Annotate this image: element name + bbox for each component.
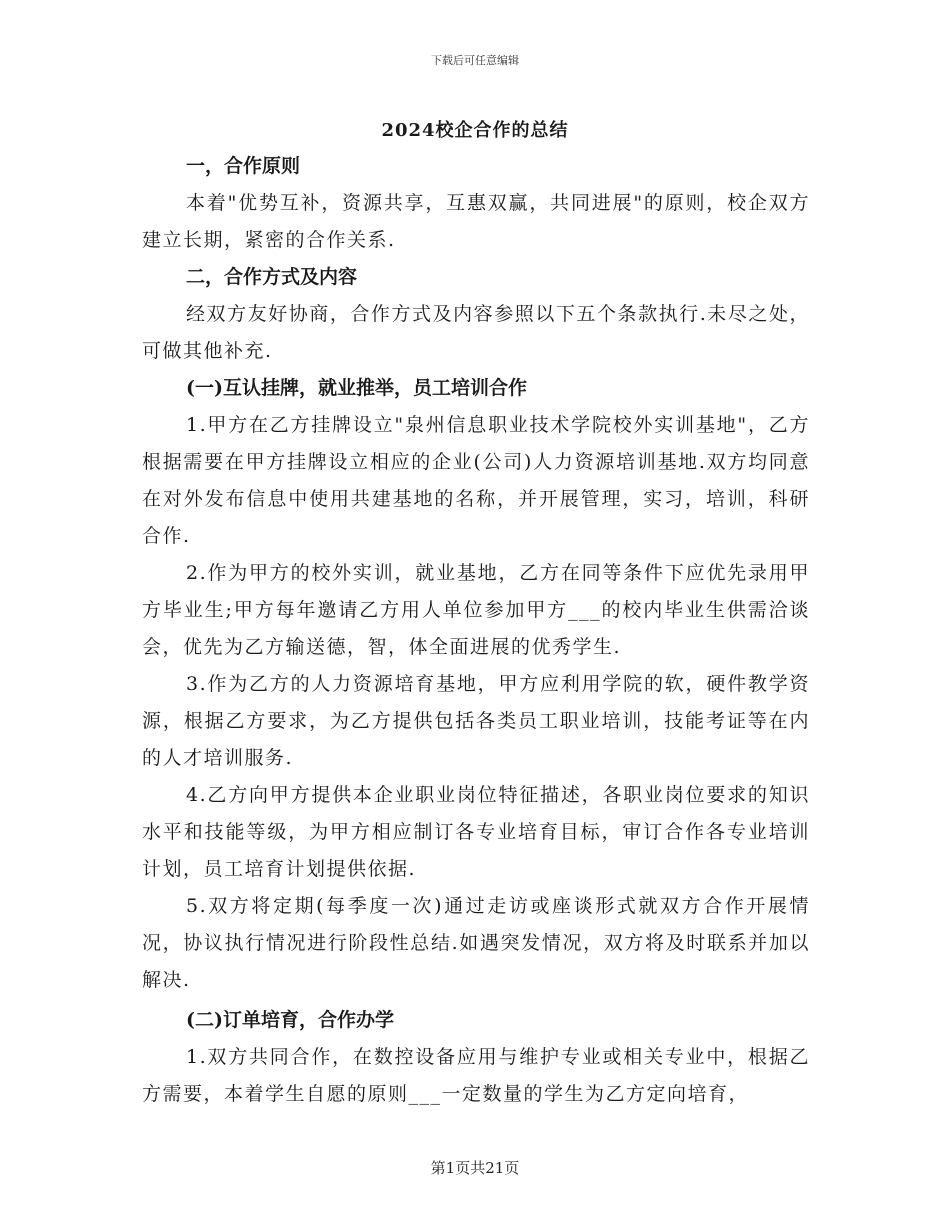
section-heading: (二)订单培育，合作办学 xyxy=(186,1009,394,1031)
document-title: 2024校企合作的总结 xyxy=(381,120,569,141)
paragraph: 1.双方共同合作，在数控设备应用与维护专业或相关专业中，根据乙方需要，本着学生自愿的原则___一定数量的学生为乙方定向培育， xyxy=(142,1046,810,1105)
paragraph: 1.甲方在乙方挂牌设立"泉州信息职业技术学院校外实训基地"，乙方根据需要在甲方挂牌设立相应的企业(公司)人力资源培训基地.双方均同意在对外发布信息中使用共建基地的名称，并开展管理，实习，培训，科研合作. xyxy=(142,414,810,547)
paragraph: 经双方友好协商，合作方式及内容参照以下五个条款执行.未尽之处，可做其他补充. xyxy=(142,303,810,362)
paragraph: 本着"优势互补，资源共享，互惠双赢，共同进展"的原则，校企双方建立长期，紧密的合作关系. xyxy=(142,192,810,251)
section-heading: 一，合作原则 xyxy=(186,155,301,177)
paragraph: 2.作为甲方的校外实训，就业基地，乙方在同等条件下应优先录用甲方毕业生;甲方每年邀请乙方用人单位参加甲方___的校内毕业生供需洽谈会，优先为乙方输送德，智，体全面进展的优秀学生. xyxy=(142,562,810,658)
section-heading: 二，合作方式及内容 xyxy=(186,266,358,288)
document-body xyxy=(142,148,810,1113)
page-header: 下载后可任意编辑 xyxy=(431,54,519,67)
paragraph: 3.作为乙方的人力资源培育基地，甲方应利用学院的软，硬件教学资源，根据乙方要求，为乙方提供包括各类员工职业培训，技能考证等在内的人才培训服务. xyxy=(142,673,810,769)
page-footer: 第1页共21页 xyxy=(430,1159,520,1177)
paragraph: 4.乙方向甲方提供本企业职业岗位特征描述，各职业岗位要求的知识水平和技能等级，为甲方相应制订各专业培育目标，审订合作各专业培训计划，员工培育计划提供依据. xyxy=(142,784,810,880)
section-heading: (一)互认挂牌，就业推举，员工培训合作 xyxy=(186,377,527,399)
paragraph: 5.双方将定期(每季度一次)通过走访或座谈形式就双方合作开展情况，协议执行情况进行阶段性总结.如遇突发情况，双方将及时联系并加以解决. xyxy=(142,895,810,991)
